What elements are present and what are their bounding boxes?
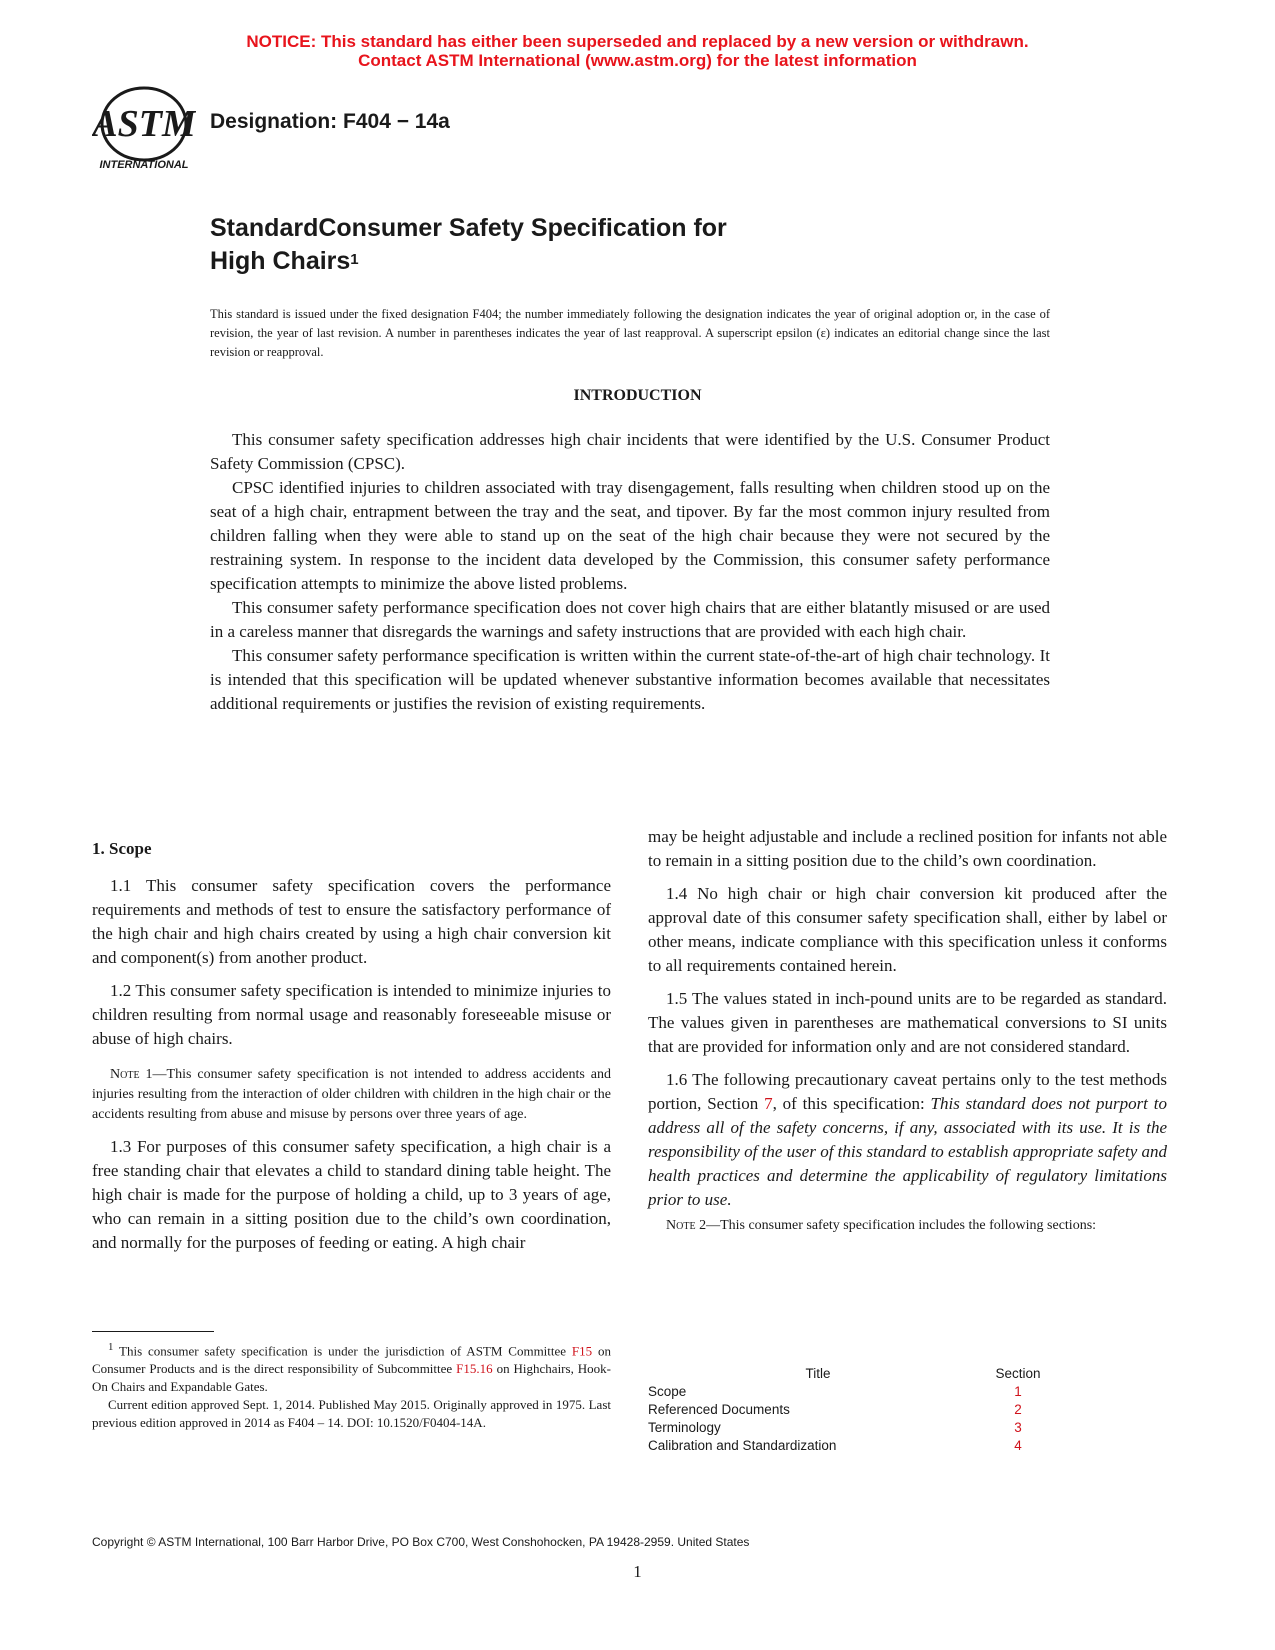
issuance-note: This standard is issued under the fixed designation F404; the number immediately following the designation indicates the year of original adoption or, in the case of revision, the year of last revision. A number in parentheses indicates the year of last reapproval. A superscript epsilon (ε) indicates an editorial change since the last revision or reapproval. <box>210 307 1050 359</box>
astm-logo <box>92 84 196 176</box>
footnote-text: on Consumer Products and is the direct responsibility of Subcommittee <box>92 1343 611 1377</box>
column-header-section: Section <box>995 1366 1041 1381</box>
table-row <box>648 1419 1148 1437</box>
row-title: Calibration and Standardization <box>648 1438 837 1453</box>
introduction-body <box>210 428 1050 716</box>
astm-logo-icon <box>92 84 196 176</box>
footnote-text: This consumer safety specification is under the jurisdiction of ASTM Committee <box>113 1343 572 1359</box>
row-title: Referenced Documents <box>648 1402 790 1417</box>
logo-label: INTERNATIONAL <box>99 159 189 171</box>
clause-1-5: 1.5 The values stated in inch-pound units are to be regarded as standard. The values given in parentheses are mathematical conversions to SI units that are provided for information only and are not considered standard. <box>648 989 1167 1056</box>
footnote-divider <box>92 1331 214 1332</box>
clause-1-3: 1.3 For purposes of this consumer safety specification, a high chair is a free standing chair that elevates a child to standard dining table height. The high chair is made for the purpose of holding a child, up to 3 years of age, who can remain in a sitting position due to the child’s own coordination, and normally for the purposes of feeding or eating. A high chair <box>92 1137 611 1252</box>
clause-1-3-continued: may be height adjustable and include a reclined position for infants not able to remain in a sitting position due to the child’s own coordination. <box>648 827 1167 870</box>
row-section-link[interactable]: 2 <box>1014 1402 1022 1417</box>
note-1-text: 1—This consumer safety specification is not intended to address accidents and injuries resulting from the interaction of older children with children in the high chair or the accidents resulting from abuse and misuse by persons over three years of age. <box>92 1067 611 1122</box>
intro-paragraph: CPSC identified injuries to children associated with tray disengagement, falls resulting when children stood up on the seat of a high chair, entrapment between the tray and the seat, and tipover. By far the most common injury resulted from children falling when they were able to stand up on the seat of the high chair because they were not secured by the restraining system. In response to the incident data developed by the Commission, this consumer safety performance specification attempts to minimize the above listed problems. <box>210 478 1050 593</box>
intro-paragraph: This consumer safety specification addresses high chair incidents that were identified by the U.S. Consumer Product Safety Commission (CPSC). <box>210 430 1050 473</box>
row-title: Terminology <box>648 1420 721 1435</box>
copyright: Copyright © ASTM International, 100 Barr Harbor Drive, PO Box C700, West Conshohocken, PA 19428-2959. United States <box>92 1535 750 1549</box>
note-2-text: 2—This consumer safety specification includes the following sections: <box>695 1218 1097 1233</box>
intro-paragraph: This consumer safety performance specification does not cover high chairs that are either blatantly misused or are used in a careless manner that disregards the warnings and safety instructions that are provided with each high chair. <box>210 598 1050 641</box>
footnote-marker: 1 <box>108 1341 114 1353</box>
clause-text: 1.6 The following precautionary caveat pertains only to the test methods portion, Section <box>648 1070 1167 1113</box>
clause-text: , of this specification: <box>772 1094 931 1113</box>
notice-line-2: Contact ASTM International (www.astm.org) for the latest information <box>358 51 917 70</box>
section-7-link[interactable]: 7 <box>764 1094 773 1113</box>
column-header-title: Title <box>805 1366 831 1381</box>
designation: Designation: F404 − 14a <box>210 110 450 133</box>
note-2 <box>648 1216 1167 1236</box>
intro-paragraph: This consumer safety performance specification is written within the current state-of-the-art of high chair technology. It is intended that this specification will be updated whenever substantive information becomes available that necessitates additional requirements or justifies the revision of existing requirements. <box>210 646 1050 713</box>
caveat-text: This standard does not purport to address all of the safety concerns, if any, associated with its use. It is the responsibility of the user of this standard to establish appropriate safety and health practices and determine the applicability of regulatory limitations prior to use. <box>648 1094 1167 1209</box>
notice-banner <box>0 32 1275 70</box>
table-row <box>648 1437 1148 1455</box>
right-column <box>648 825 1167 1246</box>
title-line-1: StandardConsumer Safety Specification for <box>210 214 727 242</box>
left-column <box>92 837 611 1264</box>
clause-1-2: 1.2 This consumer safety specification is intended to minimize injuries to children resulting from normal usage and reasonably foreseeable misuse or abuse of high chairs. <box>92 981 611 1048</box>
note-2-label: Note <box>666 1218 696 1233</box>
title-footnote-ref: 1 <box>350 251 359 268</box>
document-title <box>210 212 727 278</box>
subcommittee-link[interactable]: F15.16 <box>456 1361 493 1377</box>
note-1 <box>92 1065 611 1125</box>
section-heading-scope: 1. Scope <box>92 839 152 858</box>
introduction-heading: INTRODUCTION <box>573 387 702 404</box>
row-section-link[interactable]: 4 <box>1014 1438 1022 1453</box>
row-section-link[interactable]: 3 <box>1014 1420 1022 1435</box>
logo-monogram: ASTM <box>92 103 196 145</box>
table-row <box>648 1383 1148 1401</box>
footnote-jurisdiction <box>92 1338 611 1396</box>
title-line-2: High Chairs$^1$ <box>210 247 359 275</box>
clause-1-4: 1.4 No high chair or high chair conversion kit produced after the approval date of this consumer safety specification shall, either by label or other means, indicate compliance with this specification unless it conforms to all requirements contained herein. <box>648 884 1167 975</box>
notice-line-1: NOTICE: This standard has either been superseded and replaced by a new version or withdrawn. <box>246 32 1029 51</box>
note-1-label: Note <box>110 1067 140 1082</box>
footnote-edition: Current edition approved Sept. 1, 2014. Published May 2015. Originally approved in 1975. Last previous edition approved in 2014 as F404 – 14. DOI: 10.1520/F0404-14A. <box>92 1397 611 1431</box>
sections-table <box>648 1365 1148 1455</box>
row-title: Scope <box>648 1384 687 1399</box>
footnote <box>92 1338 611 1432</box>
table-row <box>648 1401 1148 1419</box>
row-section-link[interactable]: 1 <box>1014 1384 1022 1399</box>
committee-link[interactable]: F15 <box>571 1343 593 1359</box>
clause-1-1: 1.1 This consumer safety specification covers the performance requirements and methods of test to ensure the satisfactory performance of the high chair and high chairs created by using a high chair conversion kit and component(s) from another product. <box>92 876 611 967</box>
page-number: 1 <box>633 1562 642 1581</box>
table-header <box>648 1365 1148 1383</box>
clause-1-6 <box>648 1068 1167 1212</box>
footnote-text: on Highchairs, Hook-On Chairs and Expandable Gates. <box>92 1361 611 1395</box>
